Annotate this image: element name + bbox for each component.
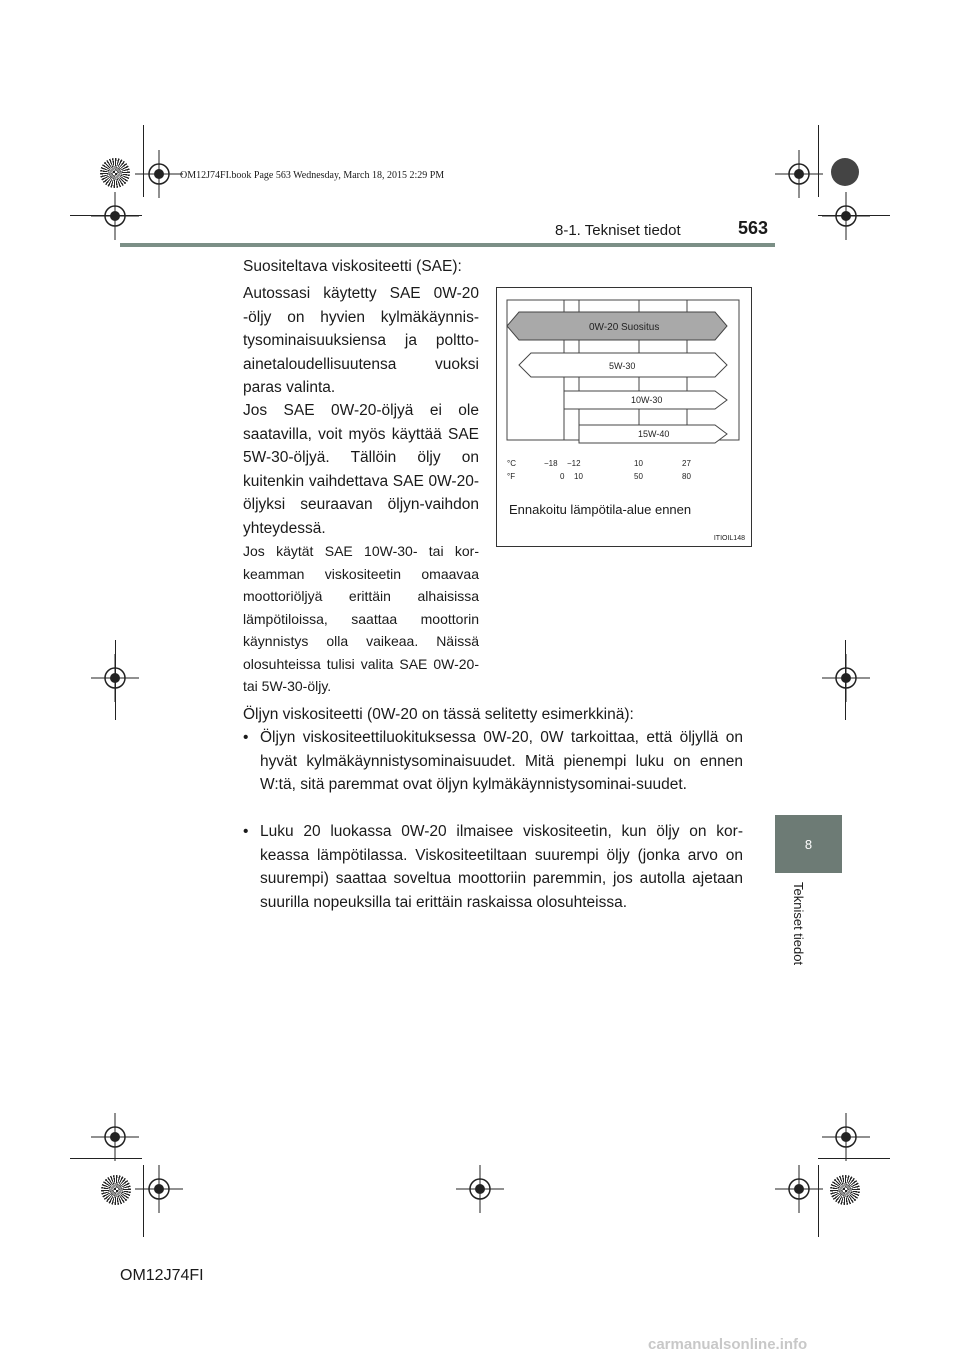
- bar-5w30-label: 5W-30: [609, 361, 636, 371]
- registration-mark-icon: [91, 192, 139, 240]
- registration-mark-icon: [822, 654, 870, 702]
- registration-mark-icon: [135, 1165, 183, 1213]
- tick-c-m18: −18: [544, 459, 558, 468]
- registration-mark-icon: [135, 150, 183, 198]
- tick-c-27: 27: [682, 459, 691, 468]
- registration-mark-icon: [775, 150, 823, 198]
- chapter-label: Tekniset tiedot: [791, 882, 806, 966]
- tick-c-10: 10: [634, 459, 643, 468]
- bar-0w20-tag: Suositus: [621, 322, 660, 333]
- bullet-icon: •: [243, 729, 249, 746]
- bullet-icon: •: [243, 823, 249, 840]
- bar-0w20-grade: 0W-20: [589, 322, 619, 333]
- bullet-item-high-temp: [243, 820, 743, 914]
- tick-f-80: 80: [682, 472, 691, 481]
- paragraph-alternative-oil: Jos SAE 0W-20-öljyä ei ole saatavilla, voit myös käyttää SAE 5W-30-öljyä. Tällöin öljy on kuitenkin vaihdettava SAE 0W-20-öljyksi seuraavan öljyn-vaihdon yhteydessä.: [243, 402, 479, 537]
- bar-15w40-label: 15W-40: [638, 429, 670, 439]
- book-stamp: OM12J74FI.book Page 563 Wednesday, March 18, 2015 2:29 PM: [180, 170, 445, 181]
- sunburst-mark-icon: [830, 1175, 860, 1205]
- bullet-text: Luku 20 luokassa 0W-20 ilmaisee viskositeetin, kun öljy on kor-keassa lämpötilassa. Viskositeetiltaan suurempi öljy (jonka arvo on suurempi) saattaa soveltua moottoriin paremmin, jos autolla ajetaan suurilla nopeuksilla tai erittäin raskaissa olosuhteissa.: [260, 823, 743, 911]
- unit-fahrenheit: °F: [507, 472, 516, 481]
- chapter-tab[interactable]: 8: [775, 815, 842, 873]
- bullet-item-cold-start: [243, 726, 743, 797]
- tick-f-0: 0: [560, 472, 565, 481]
- viscosity-chart-figure: [496, 287, 752, 547]
- registration-mark-icon: [456, 1165, 504, 1213]
- sunburst-mark-icon: [100, 158, 130, 188]
- viscosity-intro: Öljyn viskositeetti (0W-20 on tässä selitetty esimerkkinä):: [243, 706, 634, 723]
- registration-mark-icon: [91, 654, 139, 702]
- registration-mark-icon: [822, 1113, 870, 1161]
- paragraph-cold-start-warning: Jos käytät SAE 10W-30- tai kor-keamman viskositeetin omaavaa moottoriöljyä erittäin alhaisissa lämpötiloissa, saattaa moottorin käynnistys olla vaikeaa. Näissä olosuhteissa tulisi valita SAE 0W-20- tai 5W-30-öljy.: [243, 543, 479, 694]
- tick-f-50: 50: [634, 472, 643, 481]
- registration-mark-icon: [822, 192, 870, 240]
- tick-f-10: 10: [574, 472, 583, 481]
- bar-10w30-label: 10W-30: [631, 395, 663, 405]
- registration-mark-icon: [775, 1165, 823, 1213]
- section-title: 8-1. Tekniset tiedot: [555, 222, 681, 239]
- header-divider: [120, 243, 775, 247]
- figure-caption: Ennakoitu lämpötila-alue ennen: [509, 502, 692, 517]
- page-number: 563: [738, 218, 769, 238]
- footer-code: OM12J74FI: [120, 1267, 204, 1284]
- unit-celsius: °C: [507, 459, 516, 468]
- tick-c-m12: −12: [567, 459, 581, 468]
- watermark: carmanualsonline.info: [648, 1336, 808, 1353]
- recommended-viscosity-heading: Suositeltava viskositeetti (SAE):: [243, 258, 462, 275]
- sunburst-mark-icon: [101, 1175, 131, 1205]
- registration-mark-icon: [91, 1113, 139, 1161]
- figure-code: ITIOIL148: [713, 535, 745, 542]
- paragraph-recommended-oil: Autossasi käytetty SAE 0W-20 -öljy on hyvien kylmäkäynnis-tysominaisuuksiensa ja poltto-ainetaloudellisuutensa vuoksi paras valinta.: [243, 285, 479, 396]
- solid-dot-mark-icon: [831, 158, 859, 186]
- bullet-text: Öljyn viskositeettiluokituksessa 0W-20, 0W tarkoittaa, että öljyllä on hyvät kylmäkäynnistysominaisuudet. Mitä pienempi luku on ennen W:tä, sitä paremmat ovat öljyn kylmäkäynnistysominai-suudet.: [260, 729, 743, 793]
